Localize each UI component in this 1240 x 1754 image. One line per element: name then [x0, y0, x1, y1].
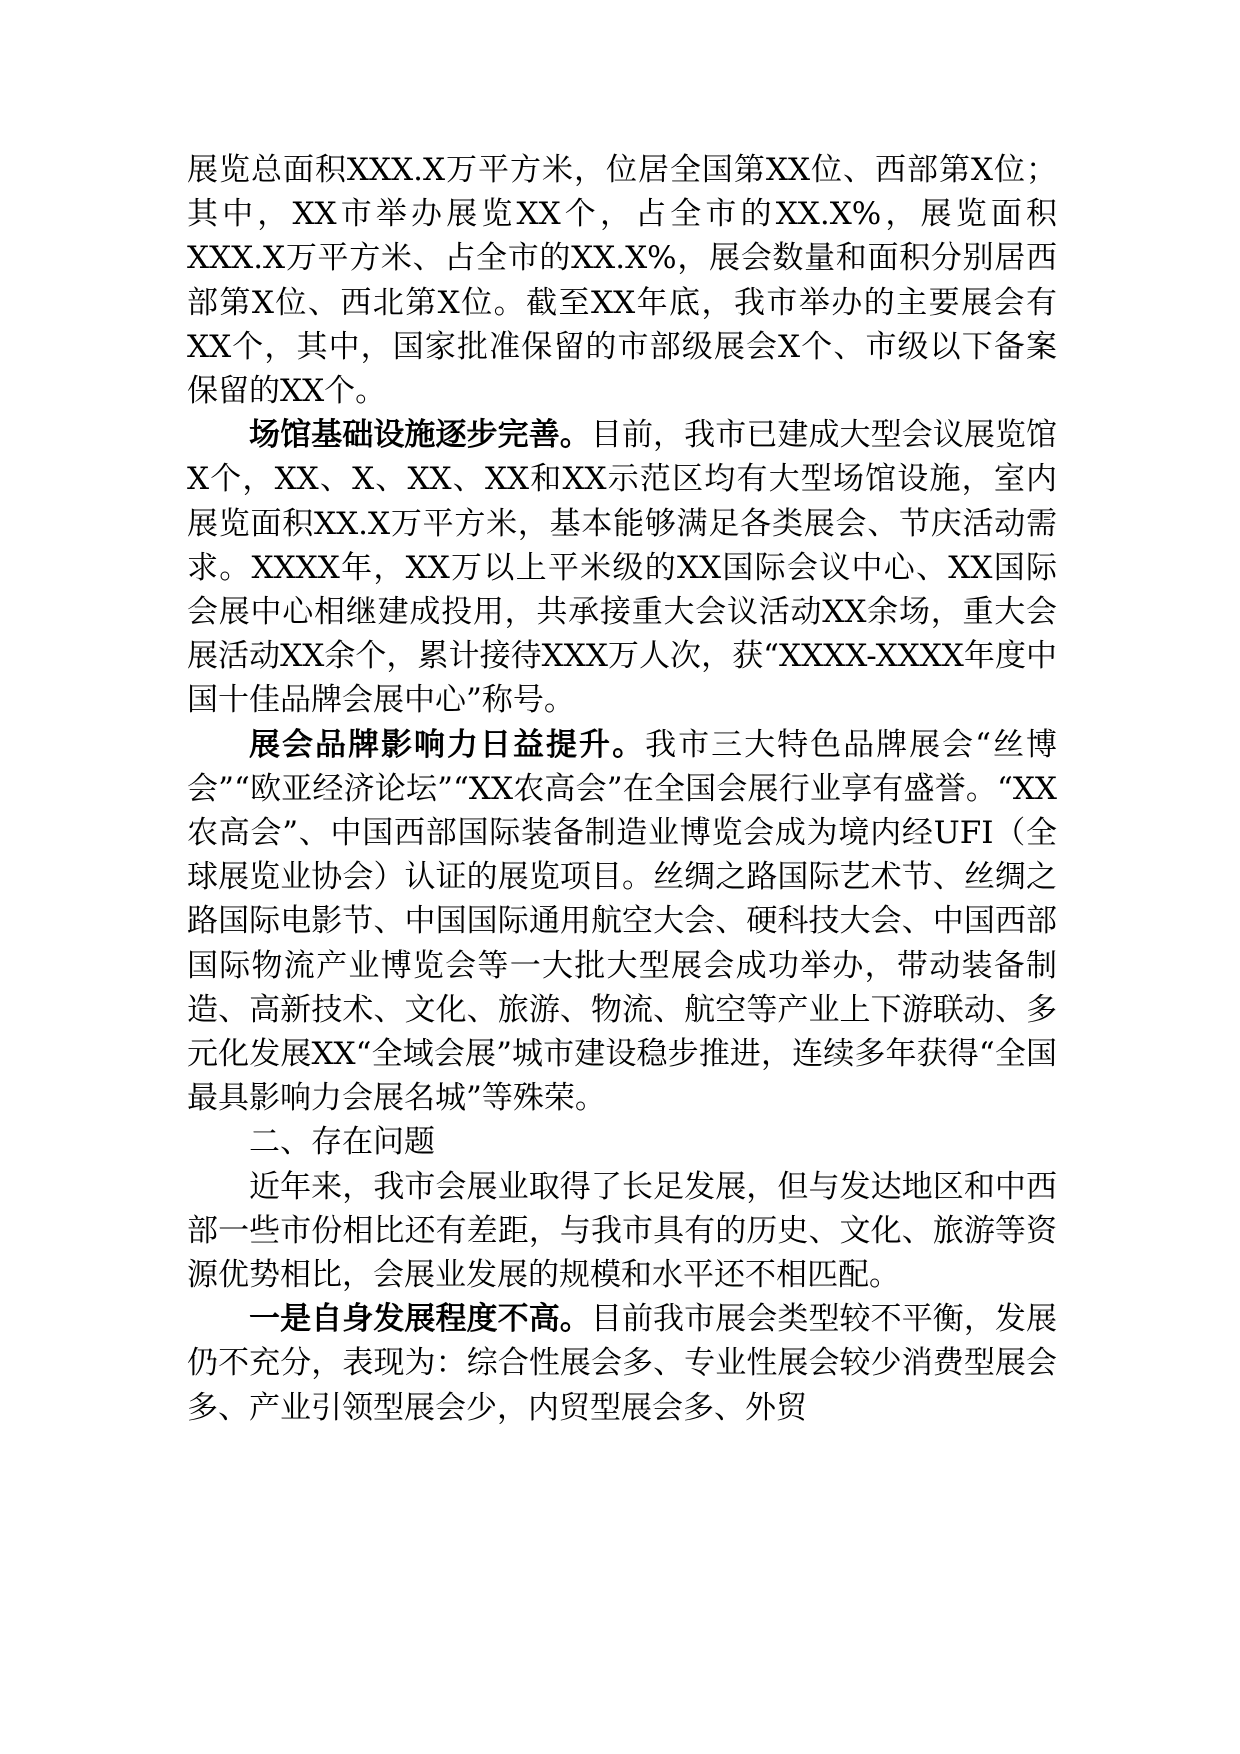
paragraph-text: 我市三大特色品牌展会“丝博会”“欧亚经济论坛”“XX农高会”在全国会展行业享有盛誉。“XX农高会”、中国西部国际装备制造业博览会成为境内经UFI（全球展览业协会）认证的展览项目。丝绸之路国际艺术节、丝绸之路国际电影节、中国国际通用航空大会、硬科技大会、中国西部国际物流产业博览会等一大批大型展会成功举办，带动装备制造、高新技术、文化、旅游、物流、航空等产业上下游联动、多元化发展XX“全域会展”城市建设稳步推进，连续多年获得“全国最具影响力会展名城”等殊荣。: [187, 726, 1057, 1117]
paragraph-text: 目前我市展会类型较不平衡，发展仍不充分，表现为：综合性展会多、专业性展会较少消费型展会多、产业引领型展会少，内贸型展会多、外贸: [187, 1301, 1058, 1426]
paragraph-exhibition-area: [187, 148, 1057, 413]
paragraph-lead-heading: 场馆基础设施逐步完善。: [249, 417, 591, 454]
paragraph-lead-heading: 一是自身发展程度不高。: [249, 1301, 591, 1338]
section-heading-problems: 二、存在问题: [249, 1124, 435, 1161]
paragraph-brand-influence: [187, 723, 1057, 1121]
paragraph-text: 展览总面积XXX.X万平方米，位居全国第XX位、西部第X位；其中，XX市举办展览XX个，占全市的XX.X%，展览面积XXX.X万平方米、占全市的XX.X%，展会数量和面积分别居西部第X位、西北第X位。截至XX年底，我市举办的主要展会有XX个，其中，国家批准保留的市部级展会X个、市级以下备案保留的XX个。: [187, 152, 1057, 410]
paragraph-venue-infrastructure: [187, 413, 1057, 722]
document-body: [187, 148, 1057, 1430]
paragraph-problems-overview: [187, 1165, 1057, 1298]
paragraph-development-level: [187, 1297, 1057, 1430]
paragraph-text: 目前，我市已建成大型会议展览馆X个，XX、X、XX、XX和XX示范区均有大型场馆设施，室内展览面积XX.X万平方米，基本能够满足各类展会、节庆活动需求。XXXX年，XX万以上平米级的XX国际会议中心、XX国际会展中心相继建成投用，共承接重大会议活动XX余场，重大会展活动XX余个，累计接待XXX万人次，获“XXXX-XXXX年度中国十佳品牌会展中心”称号。: [187, 417, 1058, 719]
paragraph-text: 近年来，我市会展业取得了长足发展，但与发达地区和中西部一些市份相比还有差距，与我市具有的历史、文化、旅游等资源优势相比，会展业发展的规模和水平还不相匹配。: [187, 1168, 1057, 1294]
paragraph-lead-heading: 展会品牌影响力日益提升。: [249, 726, 646, 763]
